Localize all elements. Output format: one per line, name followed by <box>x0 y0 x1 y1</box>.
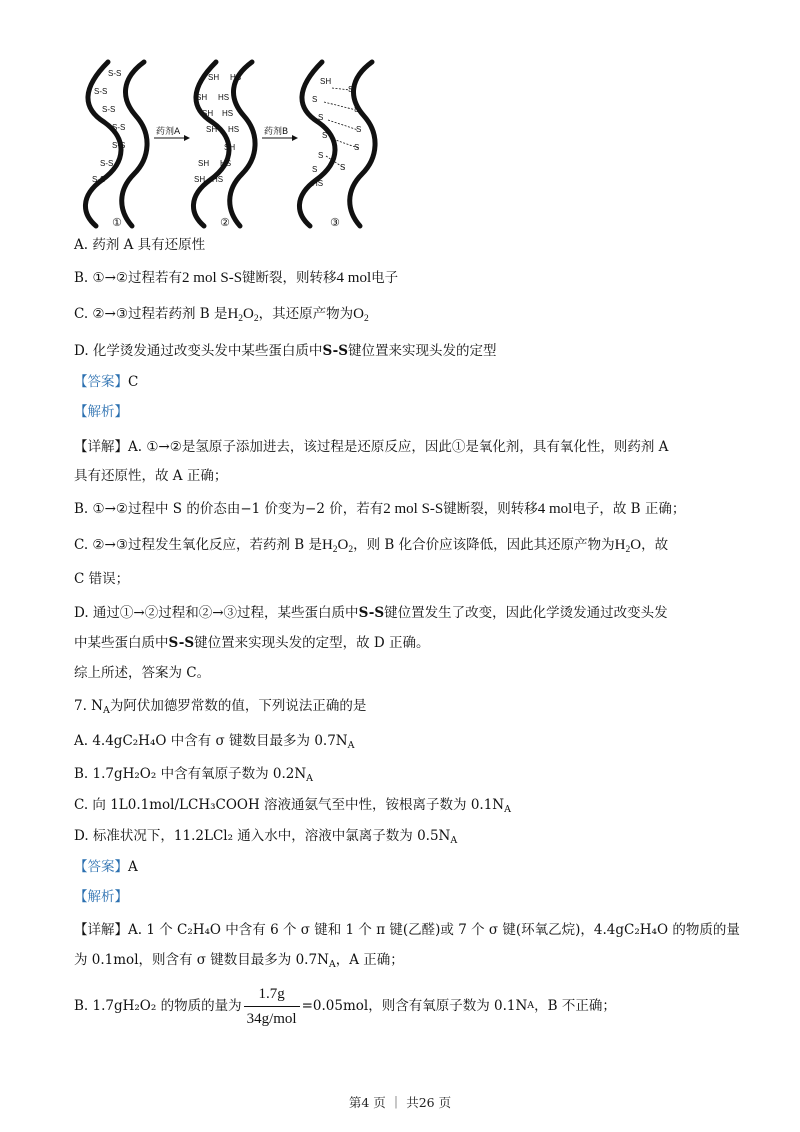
h2o-formula: $H_2O$ <box>614 537 642 555</box>
q7-stem <box>74 696 366 721</box>
bond-label: S-S <box>102 105 116 114</box>
bond-label: SH <box>198 159 210 168</box>
bond-label: S-S <box>94 87 108 96</box>
fraction-denominator: 34g/mol <box>246 1010 297 1027</box>
q6-detail-line-5: C 错误； <box>74 571 130 587</box>
h2o2-formula: $H_2O_2$ <box>227 306 259 324</box>
bond-label: S <box>318 113 324 122</box>
text-part: S-S <box>322 343 349 359</box>
bond-label: S-S <box>112 141 126 150</box>
q6-analysis-tag: 【解析】 <box>74 404 128 420</box>
bond-label: HS <box>312 179 324 188</box>
figure-label-3: ③ <box>330 216 340 229</box>
text-part: A <box>347 740 355 751</box>
answer-tag: 【答案】 <box>74 374 128 390</box>
bond-label: SH <box>208 73 220 82</box>
text-part: ，B 不正确； <box>534 998 616 1014</box>
bond-label: S <box>318 151 324 160</box>
text-part: 为阿伏加德罗常数的值，下列说法正确的是 <box>109 698 367 714</box>
text-part: 7. N <box>74 698 103 714</box>
bond-label: SH <box>194 175 206 184</box>
bond-label: HS <box>222 109 234 118</box>
bond-label: S <box>354 143 360 152</box>
text-part: ，故 <box>641 537 669 553</box>
bond-label: S <box>312 95 318 104</box>
bond-label: SH <box>320 77 332 86</box>
answer-value: A <box>128 859 138 875</box>
reagent-a-label: 药剂A <box>156 127 181 137</box>
bond-label: S-S <box>108 69 122 78</box>
bond-label: S <box>312 165 318 174</box>
text-part: D. 通过①→②过程和②→③过程，某些蛋白质中 <box>74 605 359 621</box>
bond-label: SH <box>202 109 214 118</box>
text-part: 键位置发生了改变，因此化学烫发通过改变头发 <box>384 605 668 621</box>
o2-formula: $O_2$ <box>353 306 369 324</box>
q6-detail-line-3 <box>74 499 685 519</box>
answer-tag: 【答案】 <box>74 859 128 875</box>
bond-label: HS <box>228 125 240 134</box>
text-part: A <box>504 804 511 815</box>
q6-option-b <box>74 268 398 288</box>
text-part: C. 向 1L0.1mol/LCH₃COOH 溶液通氨气至中性，铵根离子数为 0.1N <box>74 797 505 813</box>
text-part: 4 mol <box>537 501 573 517</box>
bond-label: S <box>348 85 354 94</box>
fraction <box>244 984 300 1029</box>
text-part: A. ①→②是氢原子添加进去，该过程是还原反应，因此①是氧化剂，具有氧化性，则药剂 A <box>128 439 669 455</box>
text-part: 为 0.1mol，则含有 σ 键数目最多为 0.7N <box>74 952 329 968</box>
q7-option-d <box>74 826 457 851</box>
bond-label: S-S <box>92 175 106 184</box>
text-part: 电子 <box>371 270 399 286</box>
text-part: =0.05mol，则含有氧原子数为 0.1N <box>301 998 528 1014</box>
q7-option-a <box>74 731 354 756</box>
q6-detail-line-4 <box>74 535 668 560</box>
text-part: 键位置来实现头发的定型 <box>348 343 497 359</box>
text-part: 2 mol S-S <box>383 501 444 517</box>
text-part: D. 标准状况下，11.2LCl₂ 通入水中，溶液中氯离子数为 0.5N <box>74 828 451 844</box>
q7-option-c <box>74 795 511 820</box>
bond-label: HS <box>220 159 232 168</box>
text-part: A <box>450 835 458 846</box>
q6-option-d <box>74 341 497 361</box>
text-part: ，A 正确； <box>335 952 404 968</box>
text-part: A <box>527 1000 535 1011</box>
text-part: 键断裂，则转移 <box>242 270 337 286</box>
q7-detail-line-2 <box>74 950 404 975</box>
answer-value: C <box>128 374 139 390</box>
text-part: ，其还原产物为 <box>258 306 354 322</box>
q7-detail-line-1 <box>74 920 740 940</box>
text-part: 中某些蛋白质中 <box>74 635 169 651</box>
h2o2-formula: $H_2O_2$ <box>321 537 354 555</box>
bond-label: S <box>354 105 360 114</box>
text-part: 键断裂，则转移 <box>443 501 538 517</box>
bond-label: S <box>340 163 346 172</box>
text-part: 电子，故 B 正确； <box>572 501 686 517</box>
figure-label-1: ① <box>112 216 122 229</box>
text-part: 4 mol <box>336 270 372 286</box>
text-part: C. ②→③过程发生氧化反应，若药剂 B 是 <box>74 537 322 553</box>
text-part: A <box>102 705 110 716</box>
q6-detail-line-7 <box>74 633 430 653</box>
bond-label: HS <box>212 175 224 184</box>
text-part: A. 4.4gC₂H₄O 中含有 σ 键数目最多为 0.7N <box>74 733 348 749</box>
fraction-numerator: 1.7g <box>244 984 300 1007</box>
text-part: A. 1 个 C₂H₄O 中含有 6 个 σ 键和 1 个 π 键(乙醛)或 7 个 σ 键(环氧乙烷)，4.4gC₂H₄O 的物质的量 <box>128 922 740 938</box>
q6-option-c <box>74 304 369 329</box>
text-part: S-S <box>168 635 195 651</box>
reagent-b-label: 药剂B <box>264 127 289 137</box>
q6-detail-line-6 <box>74 603 668 623</box>
bond-label: S <box>322 131 328 140</box>
text-part: C. ②→③过程若药剂 B 是 <box>74 306 228 322</box>
q7-option-b <box>74 764 313 789</box>
bond-label: SH <box>196 93 208 102</box>
text-part: ，则 B 化合价应该降低，因此其还原产物为 <box>353 537 615 553</box>
q6-detail-line-8: 综上所述，答案为 C。 <box>74 665 211 681</box>
detail-tag: 【详解】 <box>74 439 128 455</box>
text-part: 2 mol S-S <box>182 270 243 286</box>
text-part: B. ①→②过程若有 <box>74 270 183 286</box>
text-part: A <box>306 773 314 784</box>
text-part: B. 1.7gH₂O₂ 中含有氧原子数为 0.2N <box>74 766 307 782</box>
bond-label: HS <box>230 73 242 82</box>
text-part: S-S <box>358 605 385 621</box>
hair-perm-diagram <box>72 58 392 230</box>
q6-answer <box>74 372 138 392</box>
text-part: B. ①→②过程中 S 的价态由−1 价变为−2 价，若有 <box>74 501 384 517</box>
q7-detail-line-3 <box>74 986 616 1026</box>
q6-detail-line-2: 具有还原性，故 A 正确； <box>74 468 228 484</box>
figure-label-2: ② <box>220 216 230 229</box>
bond-label: HS <box>218 93 230 102</box>
q6-detail-line-1 <box>74 437 668 457</box>
bond-label: S-S <box>112 123 126 132</box>
detail-tag: 【详解】 <box>74 922 128 938</box>
text-part: D. 化学烫发通过改变头发中某些蛋白质中 <box>74 343 323 359</box>
q7-answer <box>74 857 138 877</box>
bond-label: SH <box>224 143 236 152</box>
q7-analysis-tag: 【解析】 <box>74 889 128 905</box>
q6-option-a: A. 药剂 A 具有还原性 <box>74 237 206 253</box>
bond-label: S-S <box>100 159 114 168</box>
text-part: B. 1.7gH₂O₂ 的物质的量为 <box>74 998 242 1014</box>
bond-label: SH <box>206 125 218 134</box>
text-part: A <box>328 959 336 970</box>
bond-label: S <box>356 125 362 134</box>
page-footer: 第4 页 ｜ 共26 页 <box>348 1095 452 1110</box>
text-part: 键位置来实现头发的定型，故 D 正确。 <box>194 635 430 651</box>
